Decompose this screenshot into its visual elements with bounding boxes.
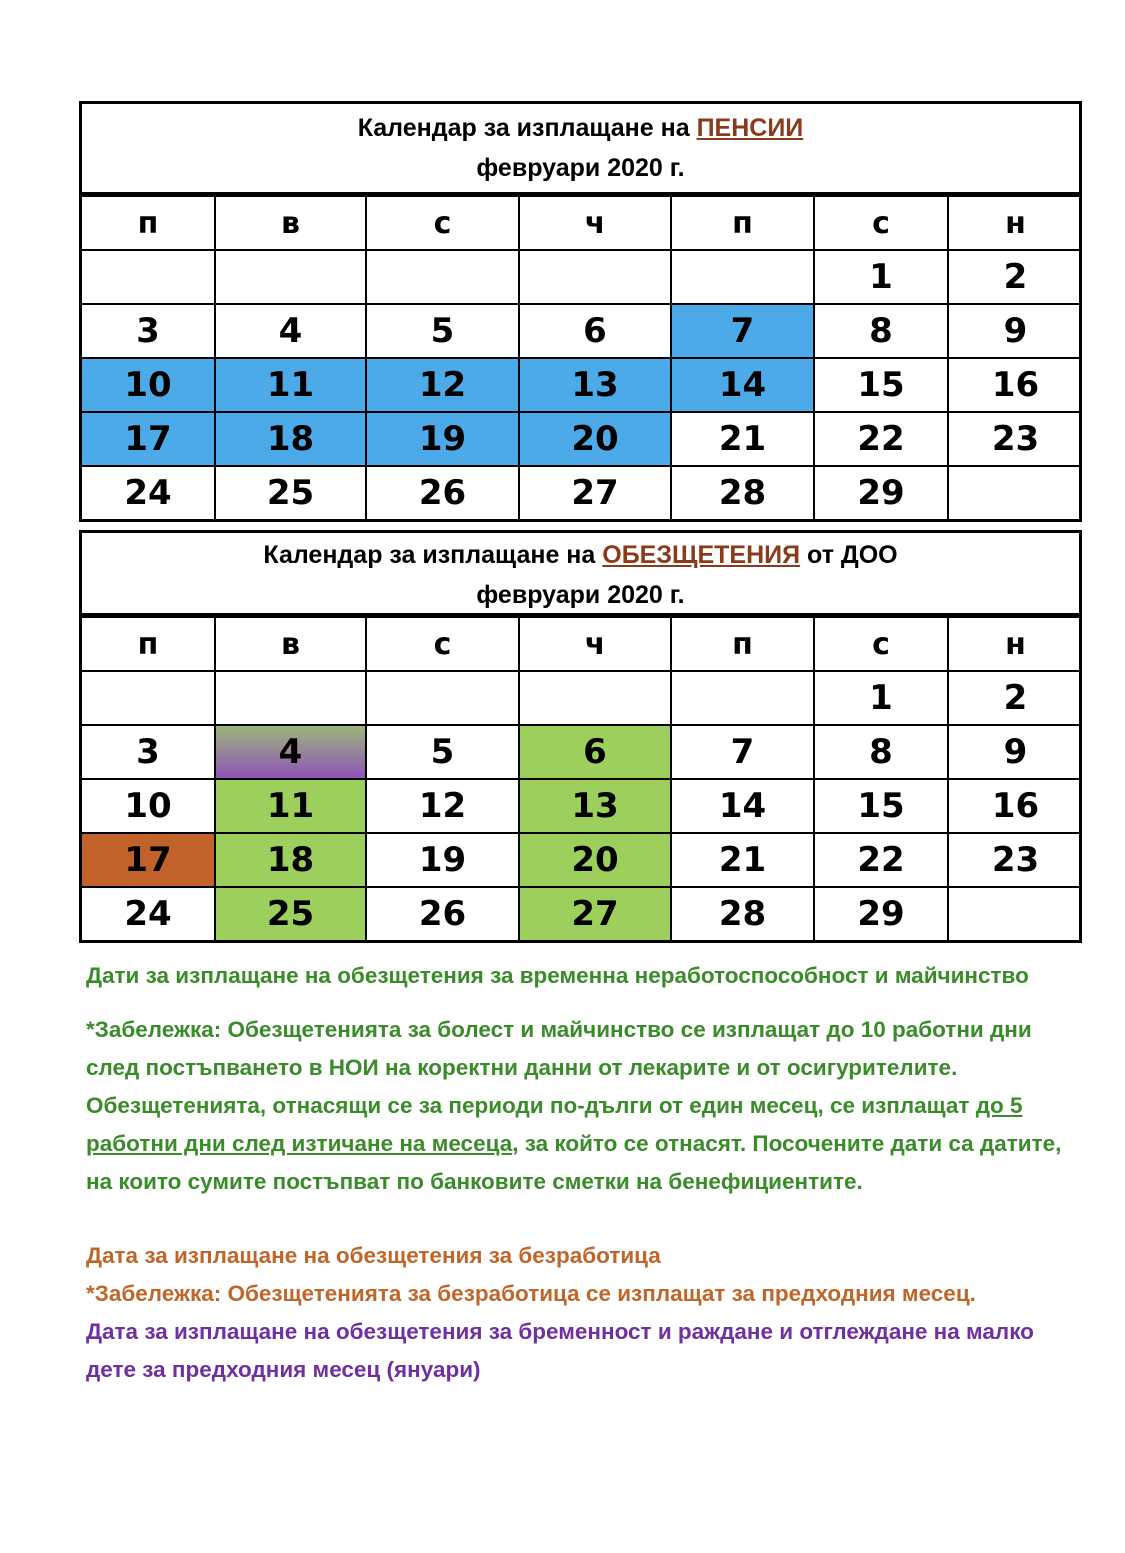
empty-cell (366, 671, 519, 725)
day-cell: 18 (215, 412, 366, 466)
empty-cell (215, 250, 366, 304)
day-cell: 7 (671, 304, 814, 358)
sick-title: Дати за изплащане на обезщетения за временна неработоспособност и майчинство (86, 963, 1029, 988)
empty-cell (215, 671, 366, 725)
day-cell: 1 (814, 671, 948, 725)
empty-cell (948, 466, 1082, 519)
empty-cell (671, 250, 814, 304)
day-cell: 9 (948, 304, 1082, 358)
week-row (82, 887, 1082, 940)
empty-cell (948, 887, 1082, 940)
day-cell: 5 (366, 304, 519, 358)
day-cell: 12 (366, 779, 519, 833)
day-cell: 15 (814, 358, 948, 412)
empty-cell (366, 250, 519, 304)
empty-cell (82, 250, 215, 304)
weekday-header: с (814, 196, 948, 250)
day-cell: 18 (215, 833, 366, 887)
sick-note-underlined: до 5 работни дни след изтичане на месеца (86, 1093, 1023, 1156)
week-row (82, 250, 1082, 304)
day-cell: 25 (215, 887, 366, 940)
empty-cell (519, 250, 671, 304)
weekday-header: н (948, 196, 1082, 250)
sick-note-text: *Забележка: Обезщетенията за болест и майчинство се изплащат до 10 работни дни след постъпването в НОИ на коректни данни от лекарите и от осигурителите. Обезщетенията, отнасящи се за периоди по-дълги от един месец, се изплащат (86, 1017, 1032, 1118)
day-cell: 3 (82, 725, 215, 779)
weekday-header: в (215, 196, 366, 250)
empty-cell (671, 671, 814, 725)
calendar-month: февруари 2020 г. (476, 154, 685, 182)
day-cell: 6 (519, 725, 671, 779)
day-cell: 26 (366, 887, 519, 940)
compensations-link[interactable]: ОБЕЗЩЕТЕНИЯ (602, 541, 801, 569)
day-cell: 27 (519, 887, 671, 940)
empty-cell (519, 671, 671, 725)
day-cell: 23 (948, 833, 1082, 887)
day-cell: 15 (814, 779, 948, 833)
day-cell: 21 (671, 833, 814, 887)
day-cell: 16 (948, 779, 1082, 833)
weekday-header: с (366, 617, 519, 671)
day-cell: 4 (215, 725, 366, 779)
day-cell: 12 (366, 358, 519, 412)
week-row (82, 779, 1082, 833)
day-cell: 24 (82, 466, 215, 519)
day-cell: 11 (215, 779, 366, 833)
day-cell: 19 (366, 412, 519, 466)
week-row (82, 725, 1082, 779)
day-cell: 28 (671, 887, 814, 940)
day-cell: 10 (82, 358, 215, 412)
day-cell: 21 (671, 412, 814, 466)
sick-note (86, 1011, 1076, 1201)
weekday-header-row (82, 617, 1082, 671)
weekday-header: п (671, 617, 814, 671)
weekday-header: ч (519, 196, 671, 250)
compensations-calendar (79, 530, 1082, 943)
unemployment-note: *Забележка: Обезщетенията за безработица се изплащат за предходния месец. (86, 1281, 976, 1306)
title-suffix: от ДОО (800, 541, 898, 569)
day-cell: 4 (215, 304, 366, 358)
day-cell: 2 (948, 250, 1082, 304)
day-cell: 19 (366, 833, 519, 887)
day-cell: 27 (519, 466, 671, 519)
calendar-month: февруари 2020 г. (476, 581, 685, 609)
sick-note-text-end: , за който се отнасят. Посочените дати са датите, на които сумите постъпват по банковите сметки на бенефициентите. (86, 1131, 1062, 1194)
week-row (82, 304, 1082, 358)
day-cell: 7 (671, 725, 814, 779)
unemployment-title: Дата за изплащане на обезщетения за безработица (86, 1243, 661, 1268)
compensations-grid (82, 616, 1082, 940)
day-cell: 17 (82, 833, 215, 887)
title-text: Календар за изплащане на (263, 541, 603, 569)
day-cell: 10 (82, 779, 215, 833)
notes (86, 957, 1076, 1389)
day-cell: 25 (215, 466, 366, 519)
day-cell: 23 (948, 412, 1082, 466)
day-cell: 8 (814, 725, 948, 779)
weekday-header: ч (519, 617, 671, 671)
weekday-header: с (814, 617, 948, 671)
day-cell: 8 (814, 304, 948, 358)
maternity-note: Дата за изплащане на обезщетения за бременност и раждане и отглеждане на малко дете за предходния месец (януари) (86, 1319, 1034, 1382)
day-cell: 14 (671, 779, 814, 833)
pensions-calendar-title (82, 104, 1079, 195)
pensions-grid (82, 195, 1082, 519)
day-cell: 22 (814, 833, 948, 887)
day-cell: 11 (215, 358, 366, 412)
weekday-header: в (215, 617, 366, 671)
week-row (82, 833, 1082, 887)
week-row (82, 412, 1082, 466)
title-text: Календар за изплащане на (357, 114, 697, 142)
day-cell: 2 (948, 671, 1082, 725)
day-cell: 13 (519, 779, 671, 833)
pensions-link[interactable]: ПЕНСИИ (696, 114, 804, 142)
week-row (82, 358, 1082, 412)
weekday-header: п (82, 196, 215, 250)
day-cell: 20 (519, 412, 671, 466)
weekday-header: п (82, 617, 215, 671)
empty-cell (82, 671, 215, 725)
day-cell: 17 (82, 412, 215, 466)
day-cell: 26 (366, 466, 519, 519)
weekday-header: с (366, 196, 519, 250)
day-cell: 14 (671, 358, 814, 412)
day-cell: 20 (519, 833, 671, 887)
day-cell: 29 (814, 466, 948, 519)
compensations-calendar-title (82, 530, 1079, 616)
day-cell: 22 (814, 412, 948, 466)
weekday-header: н (948, 617, 1082, 671)
day-cell: 9 (948, 725, 1082, 779)
weekday-header: п (671, 196, 814, 250)
day-cell: 28 (671, 466, 814, 519)
day-cell: 6 (519, 304, 671, 358)
weekday-header-row (82, 196, 1082, 250)
day-cell: 5 (366, 725, 519, 779)
day-cell: 29 (814, 887, 948, 940)
day-cell: 1 (814, 250, 948, 304)
day-cell: 24 (82, 887, 215, 940)
week-row (82, 466, 1082, 519)
day-cell: 13 (519, 358, 671, 412)
week-row (82, 671, 1082, 725)
pensions-calendar (79, 101, 1082, 522)
day-cell: 3 (82, 304, 215, 358)
day-cell: 16 (948, 358, 1082, 412)
